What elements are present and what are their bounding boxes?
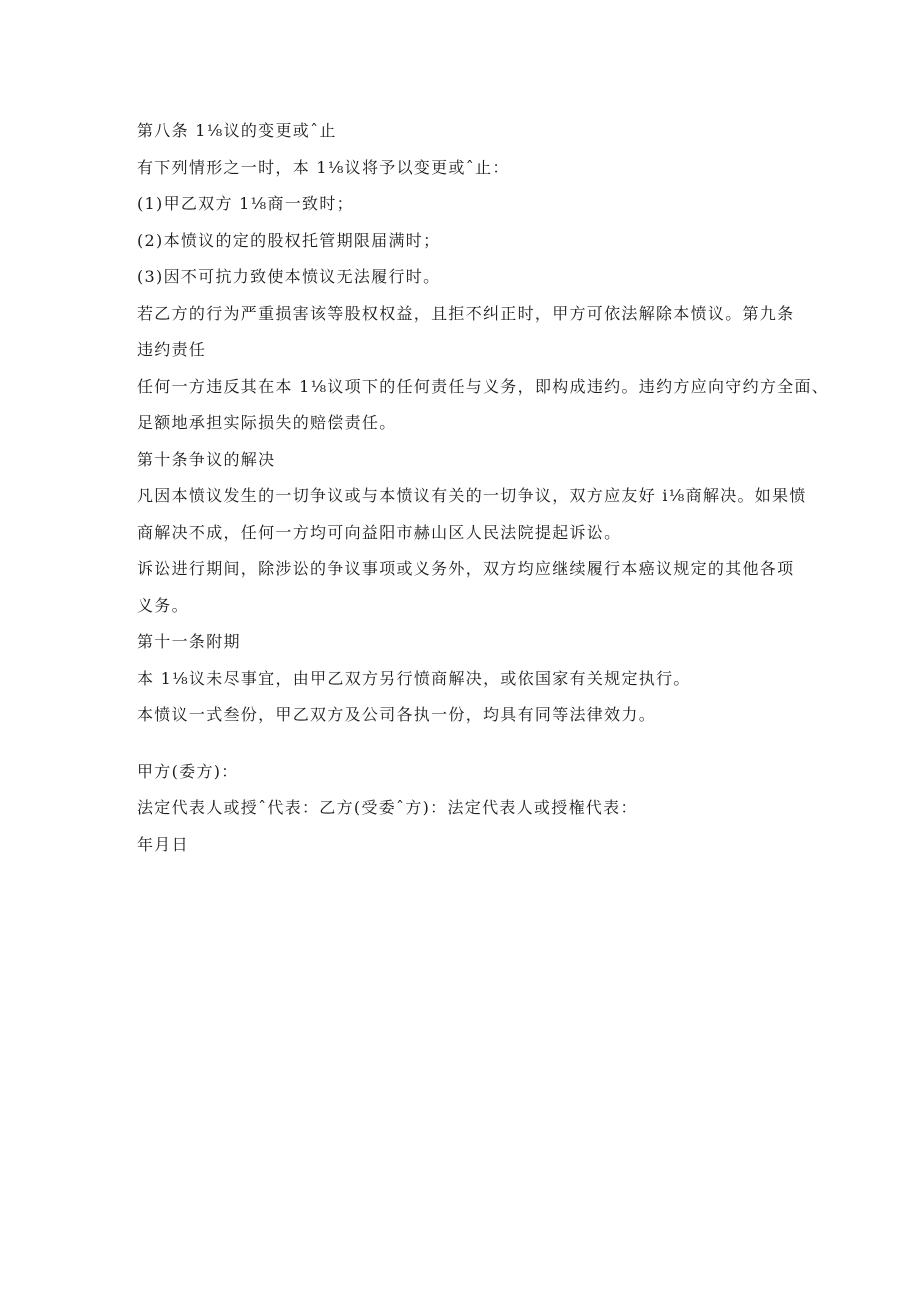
paragraph: 若乙方的行为严重损害该等股权权益，且拒不纠正时，甲方可依法解除本愤议。第九条: [137, 303, 795, 323]
paragraph: 本 1⅛议未尽事宜，由甲乙双方另行愤商解决，或依国家有关规定执行。: [137, 668, 691, 688]
signature-representatives: 法定代表人或授ˆ代表：乙方(受委ˆ方)：法定代表人或授権代表：: [137, 798, 638, 817]
paragraph: 足额地承担实际损失的赔偿责任。: [137, 413, 397, 432]
article-9-heading-continued: 违约责任: [137, 340, 207, 359]
list-item: (2)本愤议的定的股权托管期限届满时；: [137, 230, 441, 250]
paragraph: 本愤议一式叁份，甲乙双方及公司各执一份，均具有同等法律效力。: [137, 705, 657, 724]
article-11-heading: 第十一条附期: [137, 632, 241, 651]
paragraph: 有下列情形之一时，本 1⅛议将予以变更或ˆ止：: [137, 157, 510, 177]
signature-date: 年月日: [137, 834, 189, 854]
article-8-heading: 第八条 1⅛议的变更或ˆ止: [137, 121, 337, 140]
signature-party-a: 甲方(委方)：: [137, 761, 239, 781]
paragraph: 诉讼进行期间，除涉讼的争议事项或义务外，双方均应继续履行本癌议规定的其他各项: [137, 559, 795, 578]
paragraph: 商解决不成，任何一方均可向益阳市赫山区人民法院提起诉讼。: [137, 522, 622, 542]
list-item: (1)甲乙双方 1⅛商一致时；: [137, 194, 354, 213]
paragraph: 任何一方违反其在本 1⅛议项下的任何责任与义务，即构成违约。违约方应向守约方全面、: [137, 376, 830, 396]
paragraph: 义务。: [137, 595, 189, 615]
spacer: [137, 734, 797, 754]
article-10-heading: 第十条争议的解决: [137, 449, 276, 469]
document-body: [137, 113, 830, 863]
list-item: (3)因不可抗力致使本愤议无法履行时。: [137, 267, 441, 286]
paragraph: 凡因本愤议发生的一切争议或与本愤议有关的一切争议，双方应友好 i⅛商解决。如果愤: [137, 486, 807, 505]
